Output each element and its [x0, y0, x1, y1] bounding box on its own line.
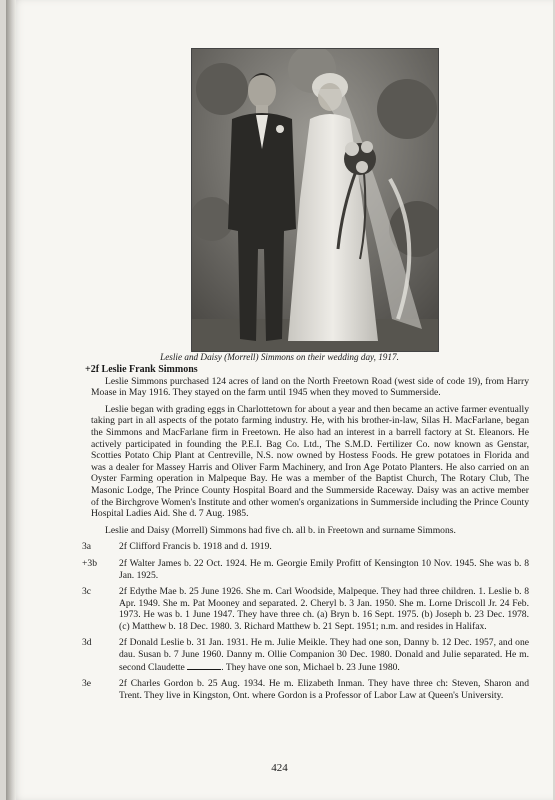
page-binding-shadow [6, 0, 16, 800]
entry-text: 2f Edythe Mae b. 25 June 1926. She m. Carl Woodside, Malpeque. They had three children. 1. Leslie b. 8 Apr. 1949. She m. Pat Mooney and separated. 2. Cheryl b. 3 Jan. 1950. She m. Lorne Driscoll Jr. 24 Feb. 1973. He was b. 1 June 1947. They have three ch. (a) Bryn b. 16 Sept. 1975. (b) Joseph b. 23 Dec. 1978. (c) Matthew b. 18 Dec. 1980. 3. Richard Matthew b. 21 Sept. 1951; n.m. and resides in Halifax. [119, 586, 529, 632]
genealogy-text [82, 364, 529, 706]
child-entry [82, 586, 529, 632]
child-entry [82, 557, 529, 581]
book-page [6, 0, 553, 800]
paragraph: Leslie and Daisy (Morrell) Simmons had five ch. all b. in Freetown and surname Simmons. [105, 524, 456, 536]
page-number: 424 [271, 762, 288, 774]
entry-text: 2f Donald Leslie b. 31 Jan. 1931. He m. Julie Meikle. They had one son, Danny b. 12 Dec. 1957, and one dau. Susan b. 7 June 1960. Danny m. Ollie Companion 30 Dec. 1980. Donald and Julie separated. He m. second Claudette [119, 637, 529, 673]
blank-line [187, 661, 221, 670]
entry-text: 2f Walter James b. 22 Oct. 1924. He m. Georgie Emily Profitt of Kensington 10 Nov. 1945. She was b. 8 Jan. 1925. [119, 557, 529, 581]
entry-text: 2f Charles Gordon b. 25 Aug. 1934. He m. Elizabeth Inman. They have three ch: Steven, Sharon and Trent. They live in Kingston, Ont. where Gordon is a Professor of Labor Law at Queen's University. [119, 678, 529, 701]
entry-code: +3b [82, 557, 98, 569]
wedding-photograph [191, 48, 439, 352]
child-entry [82, 637, 529, 673]
paragraph: Leslie began with grading eggs in Charlottetown for about a year and then became an active farmer eventually taking part in all aspects of the potato farming industry. He, with his brother-in-law, Silas H. MacFarlane, began the Simmons and MacFarlane firm in Freetown. He also had an interest in a barrell factory at St. Eleanors. He actively participated in founding the P.E.I. Bag Co. Ltd., The S.M.D. Fertilizer Co. now known as Genstar, Scotties Potato Chip Plant at Centreville, N.S. now owned by Hostess Foods. He grew potatoes in Florida and was a dealer for Massey Harris and Oliver Farm Machinery, and Iron Age Potato Planters. He also carried on an Oyster Farming operation in Malpeque Bay. He was a member of the Baptist Church, The Rotary Club, The Masonic Lodge, The Prince County Hospital Board and the Summerside Raceway. Daisy was an active member of the Birchgrove Women's Institute and other women's organizations in Summerside including the Prince County Hospital Ladies Aid. She d. 7 Aug. 1985. [91, 403, 529, 520]
child-entry [82, 678, 529, 701]
entry-code: 3c [82, 586, 92, 598]
entry-code: 3e [82, 678, 92, 690]
child-entry [82, 541, 529, 553]
section-heading: +2f Leslie Frank Simmons [85, 364, 198, 375]
entry-code: 3d [82, 637, 92, 649]
entry-text: 2f Clifford Francis b. 1918 and d. 1919. [119, 541, 272, 553]
photo-caption: Leslie and Daisy (Morrell) Simmons on their wedding day, 1917. [160, 352, 399, 362]
entry-text: . They have one son, Michael b. 23 June 1980. [221, 661, 400, 673]
paragraph: Leslie Simmons purchased 124 acres of land on the North Freetown Road (west side of code 19), from Harry Moase in May 1916. They stayed on the farm until 1945 when they moved to Summerside. [91, 375, 529, 399]
entry-code: 3a [82, 541, 92, 553]
